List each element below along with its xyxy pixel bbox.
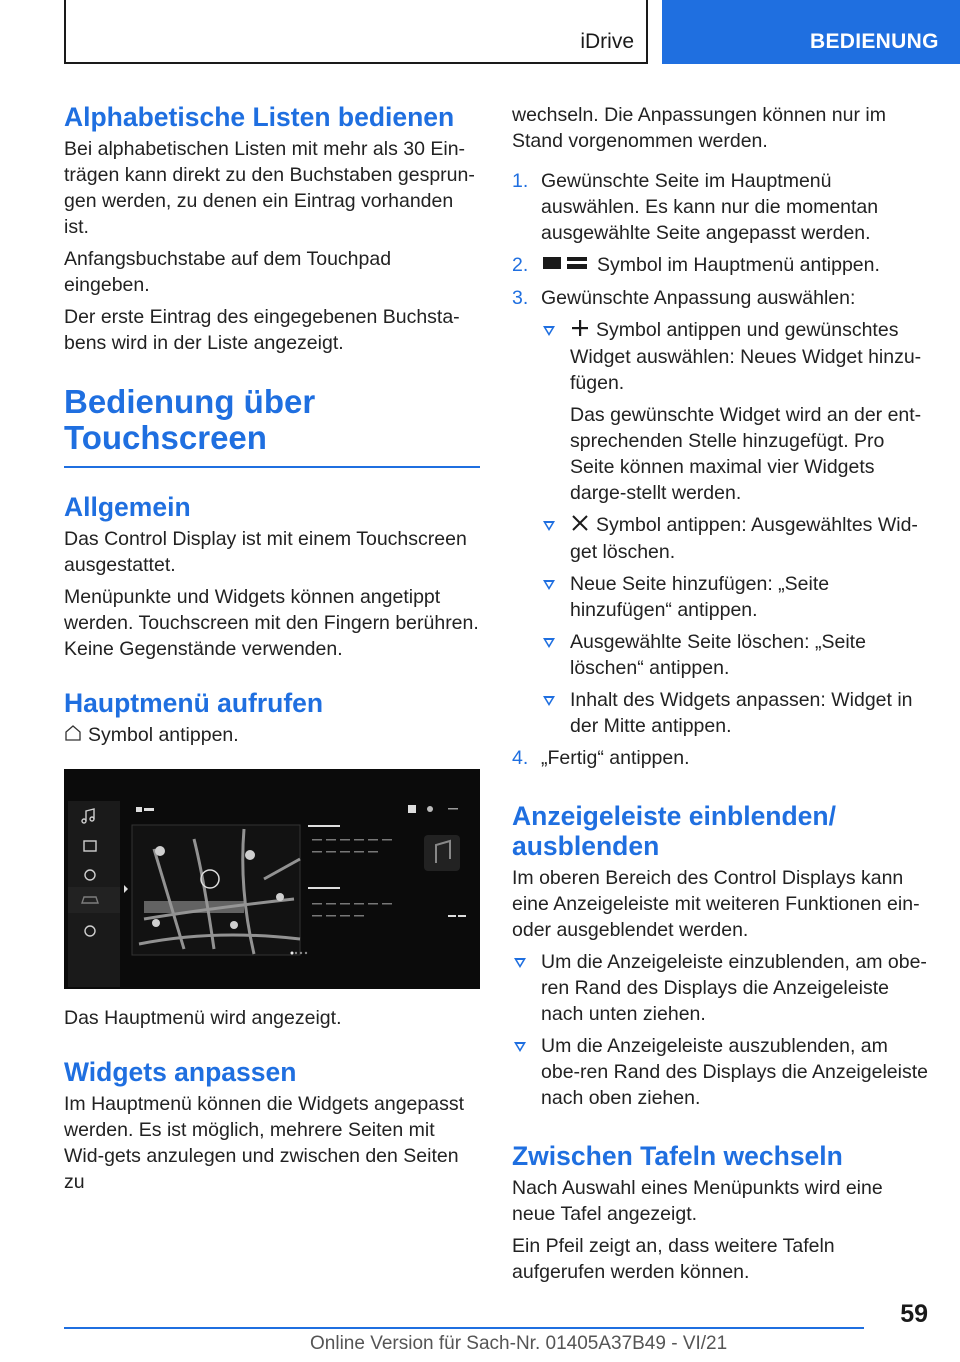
- paragraph: Anfangsbuchstabe auf dem Touchpad eingeben.: [64, 248, 392, 296]
- sub-bullet: Ausgewählte Seite löschen: „Seite löschen“ antippen.: [541, 629, 928, 681]
- heading-touchscreen: Bedienung über Touchscreen: [64, 384, 480, 468]
- bullet: Um die Anzeigeleiste einzublenden, am obe-ren Rand des Displays die Anzeigeleiste nach unten ziehen.: [512, 949, 928, 1027]
- chapter-title: iDrive: [580, 30, 634, 53]
- heading-widgets: Widgets anpassen: [64, 1056, 297, 1087]
- footer-online-version: Online Version für Sach-Nr. 01405A37B49 - VI/21: [310, 1333, 728, 1354]
- left-column: [64, 102, 480, 1201]
- step-item: 4. „Fertig“ antippen.: [512, 746, 690, 769]
- paragraph: Im Hauptmenü können die Widgets angepasst werden. Es ist möglich, mehrere Seiten mit Wid-gets anzulegen und zwischen den Seiten zu: [64, 1092, 464, 1193]
- paragraph: Ein Pfeil zeigt an, dass weitere Tafeln aufgerufen werden können.: [512, 1234, 835, 1283]
- heading-alphabetic-lists: Alphabetische Listen bedienen: [64, 102, 455, 132]
- step-item: 3. Gewünschte Anpassung auswählen: Symbol antippen und gewünschtes Widget auswählen: Neues Widget hinzu-fügen. Das gewünschte Widget wird an der ent-sprechenden Stelle hinzugefügt. Pro Seite können maximal vier Widgets darge-stellt werden. Symbol antippen: Ausgewähltes Wid-get löschen. Neue Seite hinzufügen: „Seite hinzufügen“ antippen. Ausgewählte Seite löschen: „Seite löschen“ antippen. Inhalt des Widgets anpassen: Widget in der Mitte antippen.: [512, 285, 928, 739]
- heading-main-menu: Hauptmenü aufrufen: [64, 688, 324, 718]
- page-number: 59: [900, 1300, 928, 1328]
- image-caption: Das Hauptmenü wird angezeigt.: [64, 1006, 342, 1029]
- section-title: BEDIENUNG: [810, 30, 939, 53]
- widget-edit-icon: [541, 253, 591, 279]
- main-menu-screenshot: [64, 769, 480, 989]
- home-icon: [64, 723, 82, 749]
- plus-icon: [570, 318, 590, 344]
- step-item: 2. Symbol im Hauptmenü antippen.: [512, 252, 928, 279]
- bullet: Um die Anzeigeleiste auszublenden, am obe-ren Rand des Displays die Anzeigeleiste nach oben ziehen.: [512, 1033, 928, 1111]
- paragraph: Im oberen Bereich des Control Displays kann eine Anzeigeleiste mit weiteren Funktionen ein- oder ausgeblendet werden.: [512, 866, 920, 941]
- paragraph: wechseln. Die Anpassungen können nur im Stand vorgenommen werden.: [512, 104, 886, 152]
- paragraph-home-symbol: Symbol antippen.: [64, 722, 480, 749]
- heading-panels: Zwischen Tafeln wechseln: [512, 1140, 843, 1171]
- paragraph: Bei alphabetischen Listen mit mehr als 30 Ein-trägen kann direkt zu den Buchstaben gesprun-gen werden, zu denen ein Eintrag vorhanden ist.: [64, 138, 475, 238]
- paragraph: Der erste Eintrag des eingegebenen Buchsta-bens wird in der Liste angezeigt.: [64, 306, 460, 354]
- header-chapter-tab: [64, 0, 648, 64]
- close-icon: [570, 513, 590, 539]
- footer-divider: [64, 1327, 864, 1329]
- sub-bullet: Symbol antippen und gewünschtes Widget auswählen: Neues Widget hinzu-fügen. Das gewünschte Widget wird an der ent-sprechenden Stelle hinzugefügt. Pro Seite können maximal vier Widgets darge-stellt werden.: [541, 317, 928, 506]
- sub-bullet: Inhalt des Widgets anpassen: Widget in der Mitte antippen.: [541, 687, 928, 739]
- right-column: [512, 102, 928, 1291]
- paragraph: Das Control Display ist mit einem Touchscreen ausgestattet.: [64, 528, 467, 576]
- heading-general: Allgemein: [64, 492, 191, 522]
- paragraph: Nach Auswahl eines Menüpunkts wird eine neue Tafel angezeigt.: [512, 1176, 883, 1225]
- sub-bullet: Neue Seite hinzufügen: „Seite hinzufügen“ antippen.: [541, 571, 928, 623]
- sub-bullet: Symbol antippen: Ausgewähltes Wid-get löschen.: [541, 512, 928, 565]
- step-item: 1. Gewünschte Seite im Hauptmenü auswählen. Es kann nur die momentan ausgewählte Seite angepasst werden.: [512, 170, 879, 244]
- paragraph: Menüpunkte und Widgets können angetippt werden. Touchscreen mit den Fingern berühren. Keine Gegenstände verwenden.: [64, 586, 479, 660]
- heading-status-bar: Anzeigeleiste einblenden/ ausblenden: [512, 800, 836, 861]
- header-section-tab: [662, 0, 960, 64]
